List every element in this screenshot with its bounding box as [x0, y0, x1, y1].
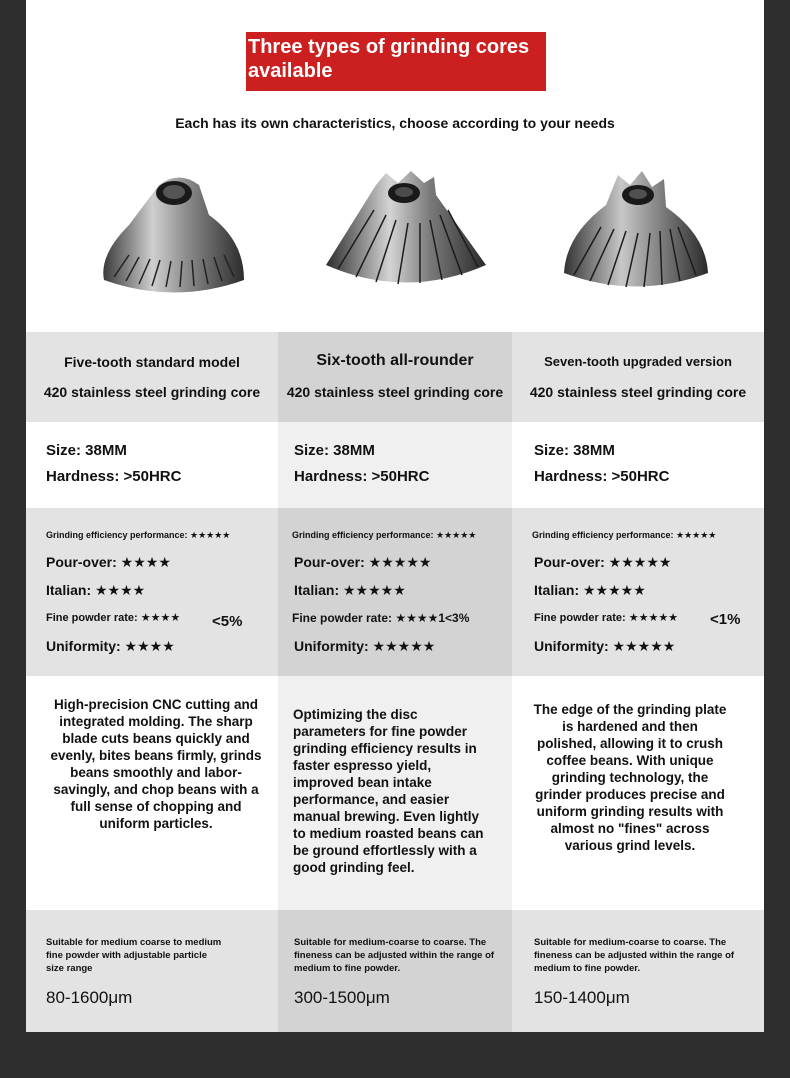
model-2-particle-range: 300-1500μm: [294, 988, 390, 1007]
model-1-description: High-precision CNC cutting and integrated molding. The sharp blade cuts beans quickly and evenly, bites beans firmly, grinds beans smoothly and labor-savingly, and chop beans with a full sense of chopping and uniform particles.: [50, 697, 262, 831]
five-tooth-burr-image: [84, 165, 264, 315]
model-1-performance: [26, 508, 278, 676]
model-1-efficiency: Grinding efficiency performance: ★★★★★: [46, 530, 231, 540]
model-1-fine-powder: Fine powder rate: ★★★★: [46, 612, 181, 624]
model-2-spec: [278, 422, 512, 508]
model-3-size: Size: 38MM: [534, 442, 615, 459]
model-3-performance: [512, 508, 764, 676]
model-2-name: Six-tooth all-rounder: [316, 352, 474, 369]
six-tooth-burr-image: [316, 165, 496, 315]
model-3-name: Seven-tooth upgraded version: [544, 354, 732, 369]
bottom-frame: [0, 1032, 790, 1078]
model-3-header: [512, 332, 764, 422]
page-title: Three types of grinding cores available: [246, 32, 546, 91]
model-1-suitable-note: Suitable for medium coarse to medium fine powder with adjustable particle size range: [46, 937, 222, 974]
model-2-performance: [278, 508, 512, 676]
model-1-spec: [26, 422, 278, 508]
model-3-italian: Italian: ★★★★★: [534, 582, 646, 598]
model-3-pour-over: Pour-over: ★★★★★: [534, 554, 672, 570]
model-3-description-cell: [512, 676, 764, 910]
model-2-hardness: Hardness: >50HRC: [294, 468, 430, 485]
model-1-hardness: Hardness: >50HRC: [46, 468, 182, 485]
seven-tooth-burr-image: [546, 165, 726, 315]
model-2-description-cell: [278, 676, 512, 910]
model-3-description: The edge of the grinding plate is hardened and then polished, allowing it to crush coffee beans. With unique grinding technology, the grinder produces precise and uniform grinding results with almost no "fines" across various grind levels.: [533, 702, 727, 853]
model-3-material: 420 stainless steel grinding core: [529, 384, 747, 400]
model-2-size: Size: 38MM: [294, 442, 375, 459]
model-3-fine-pct: <1%: [710, 611, 741, 628]
model-1-description-cell: [26, 676, 278, 910]
suitability-band: [26, 910, 764, 1032]
model-2-fine-powder: Fine powder rate: ★★★★1<3%: [292, 611, 470, 625]
model-1-header: [26, 332, 278, 422]
model-1-uniformity: Uniformity: ★★★★: [46, 638, 175, 654]
model-3-spec: [512, 422, 764, 508]
performance-band: [26, 508, 764, 676]
model-3-hardness: Hardness: >50HRC: [534, 468, 670, 485]
model-3-uniformity: Uniformity: ★★★★★: [534, 638, 676, 654]
model-2-header: [278, 332, 512, 422]
model-1-fine-pct: <5%: [212, 613, 243, 630]
model-3-efficiency: Grinding efficiency performance: ★★★★★: [532, 530, 717, 540]
spec-band: [26, 422, 764, 508]
model-3-fine-powder: Fine powder rate: ★★★★★: [534, 612, 679, 624]
model-2-italian: Italian: ★★★★★: [294, 582, 406, 598]
model-2-uniformity: Uniformity: ★★★★★: [294, 638, 436, 654]
model-1-particle-range: 80-1600μm: [46, 988, 133, 1007]
model-name-band: [26, 332, 764, 422]
model-3-particle-range: 150-1400μm: [534, 988, 630, 1007]
model-2-suitable-note: Suitable for medium-coarse to coarse. The fineness can be adjusted within the range of medium to fine powder.: [294, 937, 495, 974]
model-2-pour-over: Pour-over: ★★★★★: [294, 554, 432, 570]
model-1-name: Five-tooth standard model: [64, 354, 240, 370]
model-2-material: 420 stainless steel grinding core: [286, 384, 504, 400]
model-1-material: 420 stainless steel grinding core: [43, 384, 261, 400]
model-2-efficiency: Grinding efficiency performance: ★★★★★: [292, 530, 477, 540]
model-1-italian: Italian: ★★★★: [46, 582, 146, 598]
model-2-description: Optimizing the disc parameters for fine powder grinding efficiency results in faster espresso yield, improved bean intake performance, and easier manual brewing. Even lightly to medium roasted beans can be ground effortlessly with a good grinding feel.: [293, 707, 484, 875]
model-3-suitability: [512, 910, 764, 1032]
model-2-suitability: [278, 910, 512, 1032]
model-3-suitable-note: Suitable for medium-coarse to coarse. The fineness can be adjusted within the range of medium to fine powder.: [534, 937, 735, 974]
page: [26, 0, 764, 1032]
model-1-size: Size: 38MM: [46, 442, 127, 459]
page-subtitle: Each has its own characteristics, choose according to your needs: [175, 115, 615, 131]
description-band: [26, 676, 764, 910]
model-1-pour-over: Pour-over: ★★★★: [46, 554, 171, 570]
model-1-suitability: [26, 910, 278, 1032]
